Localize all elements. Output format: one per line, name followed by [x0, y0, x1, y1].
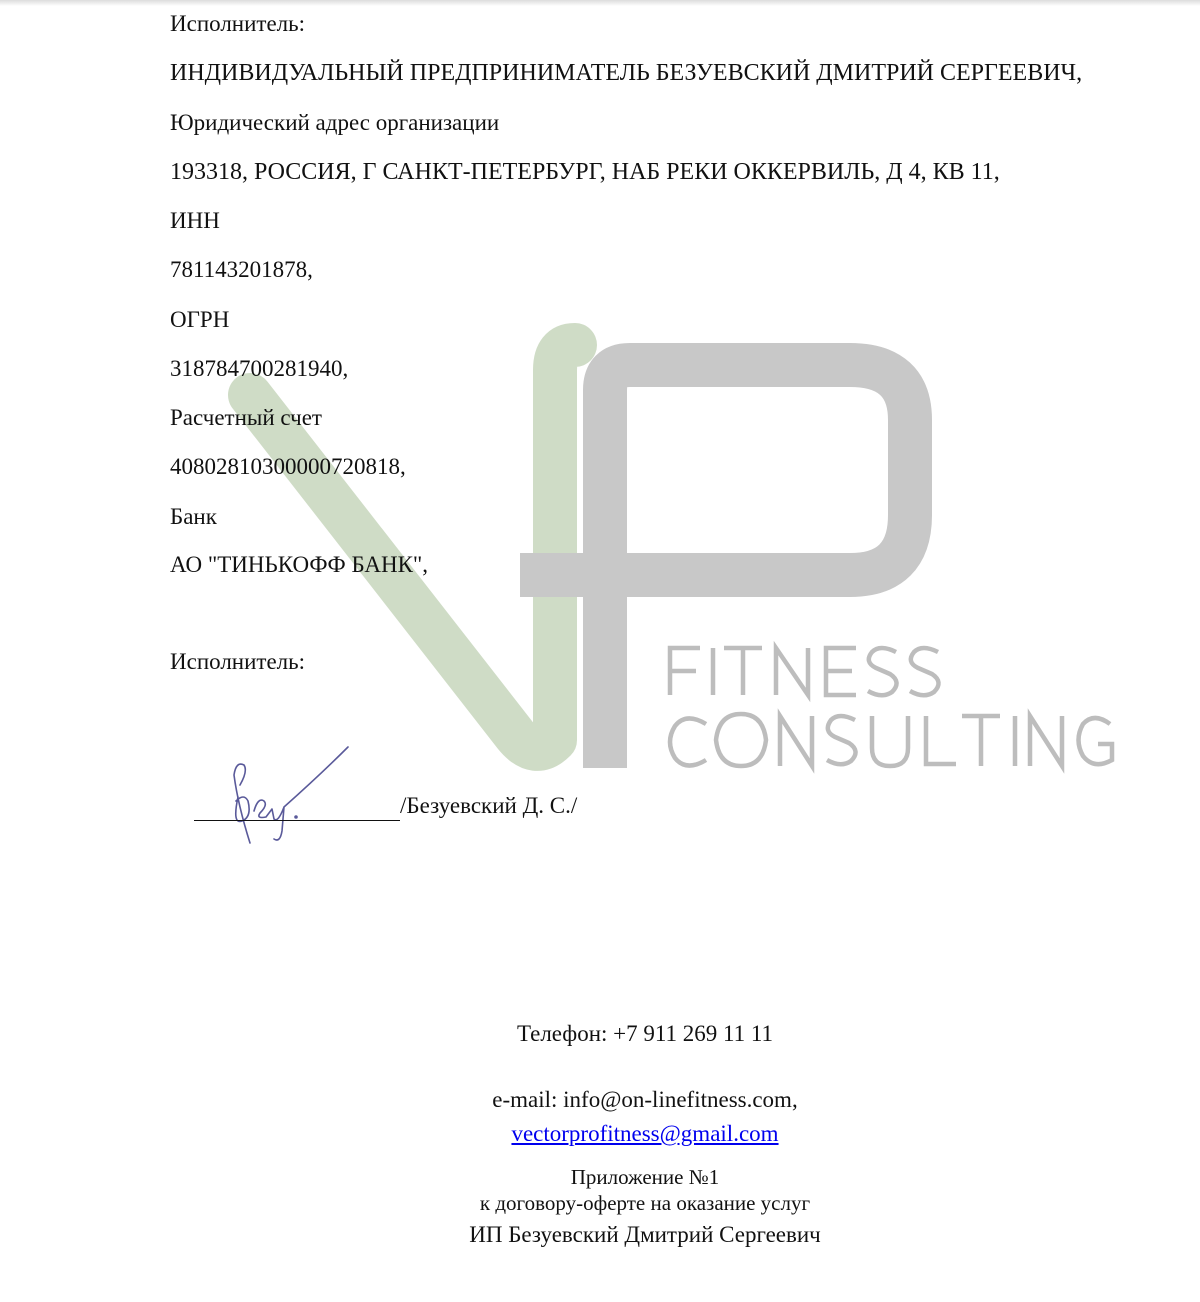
account-value: 40802810300000720818, [170, 454, 406, 479]
bank-label: Банк [170, 504, 217, 529]
signature-block [170, 735, 730, 855]
signatory-name: /Безуевский Д. С./ [400, 793, 578, 818]
email-link-line [360, 1120, 930, 1148]
email-line: e-mail: info@on-linefitness.com, [492, 1087, 798, 1112]
appendix-subtitle: к договору-оферте на оказание услуг [479, 1191, 811, 1215]
signature-underline [194, 820, 400, 821]
ogrn-value: 318784700281940, [170, 356, 349, 381]
page-top-shadow [0, 0, 1200, 6]
inn-value: 781143201878, [170, 257, 313, 282]
executor-heading: Исполнитель: [170, 11, 306, 36]
account-label: Расчетный счет [170, 405, 322, 430]
appendix-owner: ИП Безуевский Дмитрий Сергеевич [469, 1222, 821, 1247]
appendix-title: Приложение №1 [570, 1165, 720, 1189]
executor-heading-signature: Исполнитель: [170, 649, 306, 674]
handwritten-signature [170, 735, 410, 855]
email-link[interactable]: vectorprofitness@gmail.com [511, 1121, 779, 1146]
executor-name: ИНДИВИДУАЛЬНЫЙ ПРЕДПРИНИМАТЕЛЬ БЕЗУЕВСКИЙ ДМИТРИЙ СЕРГЕЕВИЧ, [170, 60, 1083, 86]
ogrn-label: ОГРН [170, 307, 230, 332]
bank-value: АО "ТИНЬКОФФ БАНК", [170, 552, 429, 577]
legal-address-value: 193318, РОССИЯ, Г САНКТ-ПЕТЕРБУРГ, НАБ РЕКИ ОККЕРВИЛЬ, Д 4, КВ 11, [170, 159, 1000, 185]
phone-line: Телефон: +7 911 269 11 11 [516, 1021, 774, 1046]
legal-address-label: Юридический адрес организации [170, 110, 500, 135]
inn-label: ИНН [170, 208, 220, 233]
